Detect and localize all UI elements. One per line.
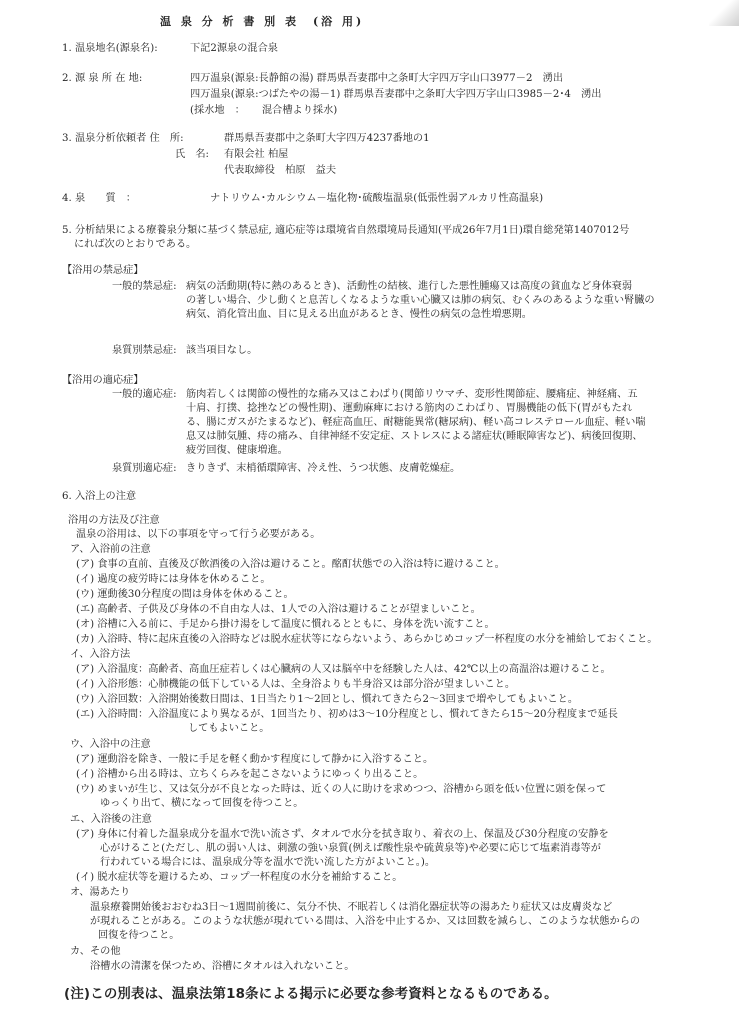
- general-indications-line-1: 筋肉若しくは関節の慢性的な痛み又はこわばり(関節リウマチ、変形性関節症、腰痛症、神経痛、五: [186, 389, 638, 400]
- general-contraindications-line-1: 病気の活動期(特に熱のあるとき)、活動性の結核、進行した悪性腫瘍又は高度の貧血など身体衰弱: [186, 281, 633, 292]
- yuatari-title: オ、湯あたり: [70, 887, 131, 898]
- bathing-method-item-cont: してもよいこと。: [188, 723, 270, 734]
- before-bath-item: (イ) 過度の疲労時には身体を休めること。: [76, 574, 271, 585]
- quality-contraindications-value: 該当項目なし。: [186, 345, 258, 356]
- sampling-point-value: 混合槽より採水): [262, 105, 338, 116]
- spring-name-label: 1. 温泉地名(源泉名):: [62, 43, 158, 54]
- scan-fold-corner: [709, 0, 739, 26]
- after-bath-item-cont: 心がけること(ただし、肌の弱い人は、刺激の強い泉質(例えば酸性泉や硫黄泉等)や必要に応じて塩素消毒等が: [100, 843, 601, 854]
- sampling-point-label: (採水地 ：: [190, 105, 245, 116]
- quality-indications-value: きりきず、末梢循環障害、冷え性、うつ状態、皮膚乾燥症。: [186, 463, 461, 474]
- yuatari-line: 回復を待つこと。: [98, 930, 180, 941]
- quality-indications-label: 泉質別適応症:: [112, 463, 177, 474]
- general-indications-line-5: 疲労回復、健康増進。: [186, 445, 288, 456]
- before-bath-title: ア、入浴前の注意: [70, 544, 151, 555]
- after-bath-item: (ア) 身体に付着した温泉成分を温水で洗い流さず、タオルで水分を拭き取り、着衣の上、保温及び30分程度の安静を: [76, 829, 609, 840]
- general-contraindications-line-2: の著しい場合、少し動くと息苦しくなるような重い心臓又は肺の病気、むくみのあるような重い腎臓の: [186, 295, 655, 306]
- other-line: 浴槽水の清潔を保つため、浴槽にタオルは入れないこと。: [90, 961, 355, 972]
- method-intro: 温泉の浴用は、以下の事項を守って行う必要がある。: [76, 529, 321, 540]
- after-bath-item-cont: 行われている場合には、温泉成分等を温水で洗い流した方がよいこと。)。: [100, 857, 436, 868]
- yuatari-line: が現れることがある。このような状態が現れている間は、入浴を中止するか、又は回数を減らし、このような状態からの: [90, 916, 641, 927]
- indications-intro-line-1: 5. 分析結果による療養泉分類に基づく禁忌症, 適応症等は環境省自然環境局長通知(平成26年7月1日)環自総発第1407012号: [62, 225, 630, 236]
- bathing-method-item: (ア) 入浴温度：高齢者、高血圧症若しくは心臓病の人又は脳卒中を経験した人は、42℃以上の高温浴は避けること。: [76, 664, 611, 675]
- after-bath-title: エ、入浴後の注意: [70, 814, 152, 825]
- quality-contraindications-label: 泉質別禁忌症:: [112, 345, 177, 356]
- requester-address-label: 3. 温泉分析依頼者 住 所:: [62, 133, 184, 144]
- before-bath-item: (ア) 食事の直前、直後及び飲酒後の入浴は避けること。酩酊状態での入浴は特に避けること。: [76, 559, 505, 570]
- requester-company: 有限会社 柏屋: [224, 149, 289, 160]
- spring-quality-label: 4. 泉 質 ：: [62, 193, 137, 204]
- general-indications-line-2: 十肩、打撲、捻挫などの慢性期)、運動麻痺における筋肉のこわばり、胃腸機能の低下(胃がもたれ: [186, 403, 633, 414]
- general-contraindications-label: 一般的禁忌症:: [112, 281, 177, 292]
- before-bath-item: (カ) 入浴時、特に起床直後の入浴時などは脱水症状等にならないよう、あらかじめコップ一杯程度の水分を補給しておくこと。: [76, 634, 658, 645]
- bathing-method-item: (エ) 入浴時間：入浴温度により異なるが、1回当たり、初めは3～10分程度とし、慣れてきたら15～20分程度まで延長: [76, 709, 618, 720]
- general-indications-line-3: る、腸にガスがたまるなど)、軽症高血圧、耐糖能異常(糖尿病)、軽い高コレステロール血症、軽い喘: [186, 417, 646, 428]
- precautions-header: 6. 入浴上の注意: [62, 491, 137, 502]
- after-bath-item: (イ) 脱水症状等を避けるため、コップ一杯程度の水分を補給すること。: [76, 872, 403, 883]
- during-bath-item-cont: ゆっくり出て、横になって回復を待つこと。: [100, 798, 304, 809]
- yuatari-line: 温泉療養開始後おおむね3日～1週間前後に、気分不快、不眠若しくは消化器症状等の湯あたり症状又は皮膚炎など: [90, 902, 613, 913]
- spring-quality-value: ナトリウム･カルシウム－塩化物･硫酸塩温泉(低張性弱アルカリ性高温泉): [210, 193, 544, 204]
- general-indications-label: 一般的適応症:: [112, 389, 177, 400]
- general-contraindications-line-3: 病気、消化管出血、目に見える出血があるとき、慢性の病気の急性増悪期。: [186, 309, 532, 320]
- before-bath-item: (ウ) 運動後30分程度の間は身体を休めること。: [76, 589, 294, 600]
- before-bath-item: (オ) 浴槽に入る前に、手足から掛け湯をして温度に慣れるとともに、身体を洗い流すこと。: [76, 619, 495, 630]
- footnote: (注)この別表は、温泉法第18条による掲示に必要な参考資料となるものである。: [64, 987, 558, 1002]
- requester-name-label: 氏 名:: [175, 149, 209, 160]
- during-bath-item: (ア) 運動浴を除き、一般に手足を軽く動かす程度にして静かに入浴すること。: [76, 754, 434, 765]
- spring-name-value: 下記2源泉の混合泉: [190, 43, 278, 54]
- location-line-1: 四万温泉(源泉:長静館の湯) 群馬県吾妻郡中之条町大字四万字山口3977－2 湧出: [190, 73, 564, 84]
- during-bath-title: ウ、入浴中の注意: [70, 739, 151, 750]
- indications-intro-line-2: にれば次のとおりである。: [74, 239, 197, 250]
- location-line-2: 四万温泉(源泉:つばたやの湯－1) 群馬県吾妻郡中之条町大字四万字山口3985－2･4 湧出: [190, 89, 602, 100]
- bathing-method-item: (イ) 入浴形態：心肺機能の低下している人は、全身浴よりも半身浴又は部分浴が望ましいこと。: [76, 679, 516, 690]
- during-bath-item: (イ) 浴槽から出る時は、立ちくらみを起こさないようにゆっくり出ること。: [76, 769, 424, 780]
- during-bath-item: (ウ) めまいが生じ、又は気分が不良となった時は、近くの人に助けを求めつつ、浴槽から頭を低い位置に頭を保って: [76, 784, 607, 795]
- document-title: 温 泉 分 析 書 別 表 (浴 用): [160, 15, 365, 28]
- requester-representative: 代表取締役 柏原 益夫: [224, 165, 337, 176]
- before-bath-item: (エ) 高齢者、子供及び身体の不自由な人は、1人での入浴は避けることが望ましいこと。: [76, 604, 481, 615]
- bathing-method-title: イ、入浴方法: [70, 649, 131, 660]
- bathing-method-item: (ウ) 入浴回数：入浴開始後数日間は、1日当たり1～2回とし、慣れてきたら2～3回まで増やしてもよいこと。: [76, 694, 579, 705]
- indications-header: 【浴用の適応症】: [62, 375, 144, 386]
- requester-address: 群馬県吾妻郡中之条町大字四万4237番地の1: [224, 133, 430, 144]
- method-title: 浴用の方法及び注意: [68, 515, 160, 526]
- other-title: カ、その他: [70, 946, 121, 957]
- general-indications-line-4: 息又は肺気腫、痔の痛み、自律神経不安定症、ストレスによる諸症状(睡眠障害など)、病後回復期、: [186, 431, 643, 442]
- location-label: 2. 源 泉 所 在 地:: [62, 73, 143, 84]
- contraindications-header: 【浴用の禁忌症】: [62, 265, 144, 276]
